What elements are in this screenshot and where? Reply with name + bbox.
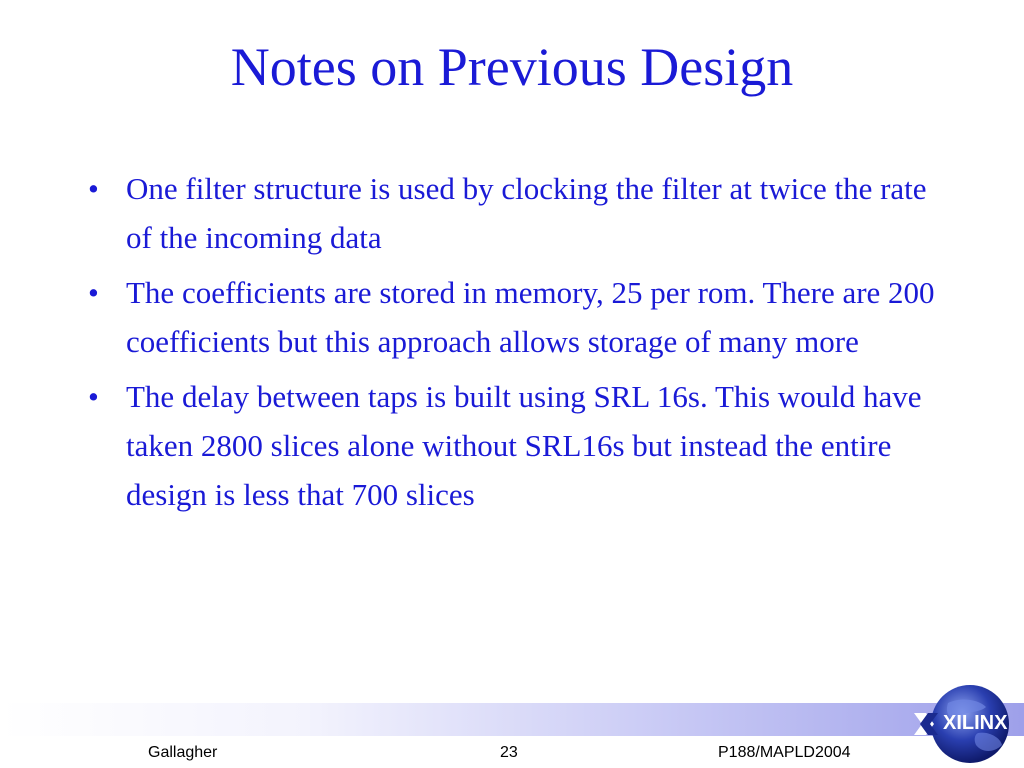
bullet-list — [88, 164, 958, 525]
bullet-marker: • — [88, 275, 99, 310]
bullet-item — [88, 164, 958, 262]
bullet-item — [88, 268, 958, 366]
bullet-text: The coefficients are stored in memory, 25 per rom. There are 200 coefficients but this approach allows storage of many more — [126, 275, 935, 359]
footer-reference: P188/MAPLD2004 — [718, 744, 851, 761]
footer-author: Gallagher — [148, 744, 218, 761]
bullet-item — [88, 372, 958, 519]
bullet-text: One filter structure is used by clocking the filter at twice the rate of the incoming data — [126, 171, 927, 255]
footer-page-number: 23 — [500, 744, 518, 761]
bullet-marker: • — [88, 171, 99, 206]
bullet-text: The delay between taps is built using SRL 16s. This would have taken 2800 slices alone without SRL16s but instead the entire design is less that 700 slices — [126, 379, 922, 512]
footer-band — [0, 703, 1024, 736]
slide-title: Notes on Previous Design — [230, 37, 794, 97]
xilinx-logo-text: XILINX — [943, 712, 1008, 734]
bullet-marker: • — [88, 379, 99, 414]
